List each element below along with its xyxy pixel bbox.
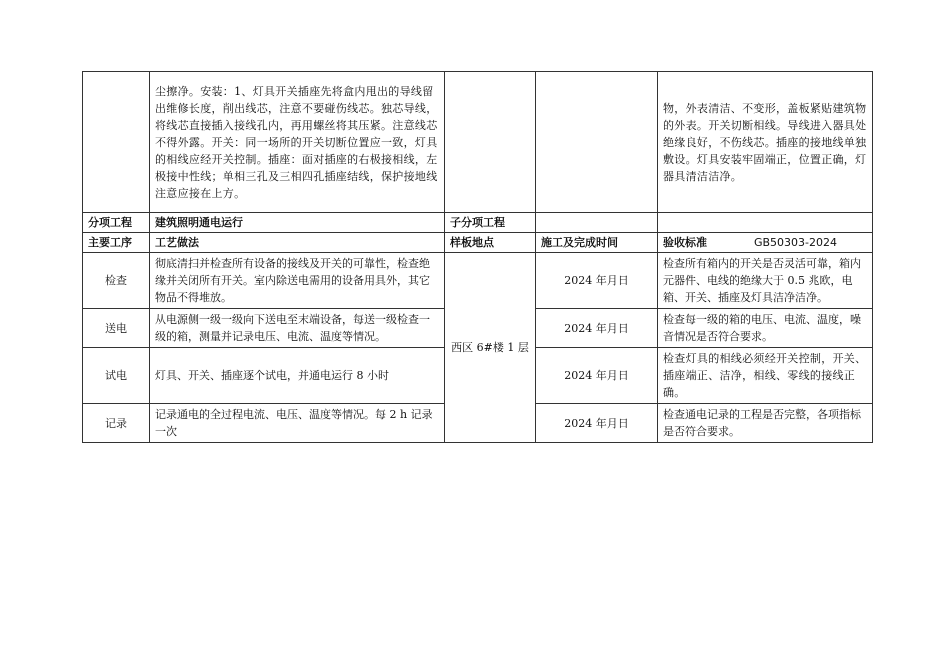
time-cell: 2024 年月日: [536, 348, 658, 404]
standard-code: GB50303-2024: [753, 236, 837, 249]
method-cell: 记录通电的全过程电流、电压、温度等情况。每 2 h 记录一次: [150, 404, 445, 443]
cont-location-cell: [445, 72, 536, 213]
standard-label: 验收标准: [663, 236, 707, 249]
table-row: [83, 253, 873, 309]
procedure-cell: 送电: [83, 309, 150, 348]
method-cell: 彻底清扫并检查所有设备的接线及开关的可靠性，检查绝缘并关闭所有开关。室内除送电需用的设备用具外，其它物品不得堆放。: [150, 253, 445, 309]
method-header: 工艺做法: [150, 233, 445, 253]
procedure-cell: 试电: [83, 348, 150, 404]
cont-standard-cell: 物，外表清洁、不变形，盖板紧贴建筑物的外表。开关切断相线。导线进入器具处绝缘良好，不伤线芯。插座的接地线单独敷设。灯具安装牢固端正，位置正确，灯器具清洁洁净。: [658, 72, 873, 213]
column-header-row: [83, 233, 873, 253]
cont-method-cell: 尘擦净。安装：1、灯具开关插座先将盒内甩出的导线留出维修长度，削出线芯，注意不要碰伤线芯。独芯导线，将线芯直接插入接线孔内，再用螺丝将其压紧。注意线芯不得外露。开关：同一场所的开关切断位置应一致，灯具的相线应经开关控制。插座：面对插座的右极接相线，左极接中性线；单相三孔及三相四孔插座结线，保护接地线注意应接在上方。: [150, 72, 445, 213]
continuation-row: [83, 72, 873, 213]
procedure-cell: 记录: [83, 404, 150, 443]
cont-time-cell: [536, 72, 658, 213]
standard-cell: 检查通电记录的工程是否完整，各项指标是否符合要求。: [658, 404, 873, 443]
construction-table: [82, 71, 873, 443]
method-cell: 灯具、开关、插座逐个试电，并通电运行 8 小时: [150, 348, 445, 404]
subdivision-extra: [658, 213, 873, 233]
standard-header: [658, 233, 873, 253]
time-cell: 2024 年月日: [536, 253, 658, 309]
subdivision-label: 子分项工程: [445, 213, 536, 233]
division-label: 分项工程: [83, 213, 150, 233]
subdivision-value: [536, 213, 658, 233]
sample-location-header: 样板地点: [445, 233, 536, 253]
standard-cell: 检查灯具的相线必须经开关控制，开关、插座端正、洁净，相线、零线的接线正确。: [658, 348, 873, 404]
procedure-header: 主要工序: [83, 233, 150, 253]
division-value: 建筑照明通电运行: [150, 213, 445, 233]
time-cell: 2024 年月日: [536, 309, 658, 348]
time-header: 施工及完成时间: [536, 233, 658, 253]
cont-procedure-cell: [83, 72, 150, 213]
time-cell: 2024 年月日: [536, 404, 658, 443]
sample-location-cell: 西区 6#楼 1 层: [445, 253, 536, 443]
standard-cell: 检查每一级的箱的电压、电流、温度，噪音情况是否符合要求。: [658, 309, 873, 348]
procedure-cell: 检查: [83, 253, 150, 309]
standard-cell: 检查所有箱内的开关是否灵活可靠，箱内元器件、电线的绝缘大于 0.5 兆欧，电箱、开关、插座及灯具洁净洁净。: [658, 253, 873, 309]
method-cell: 从电源侧一级一级向下送电至末端设备，每送一级检查一级的箱，测量并记录电压、电流、温度等情况。: [150, 309, 445, 348]
division-header-row: [83, 213, 873, 233]
